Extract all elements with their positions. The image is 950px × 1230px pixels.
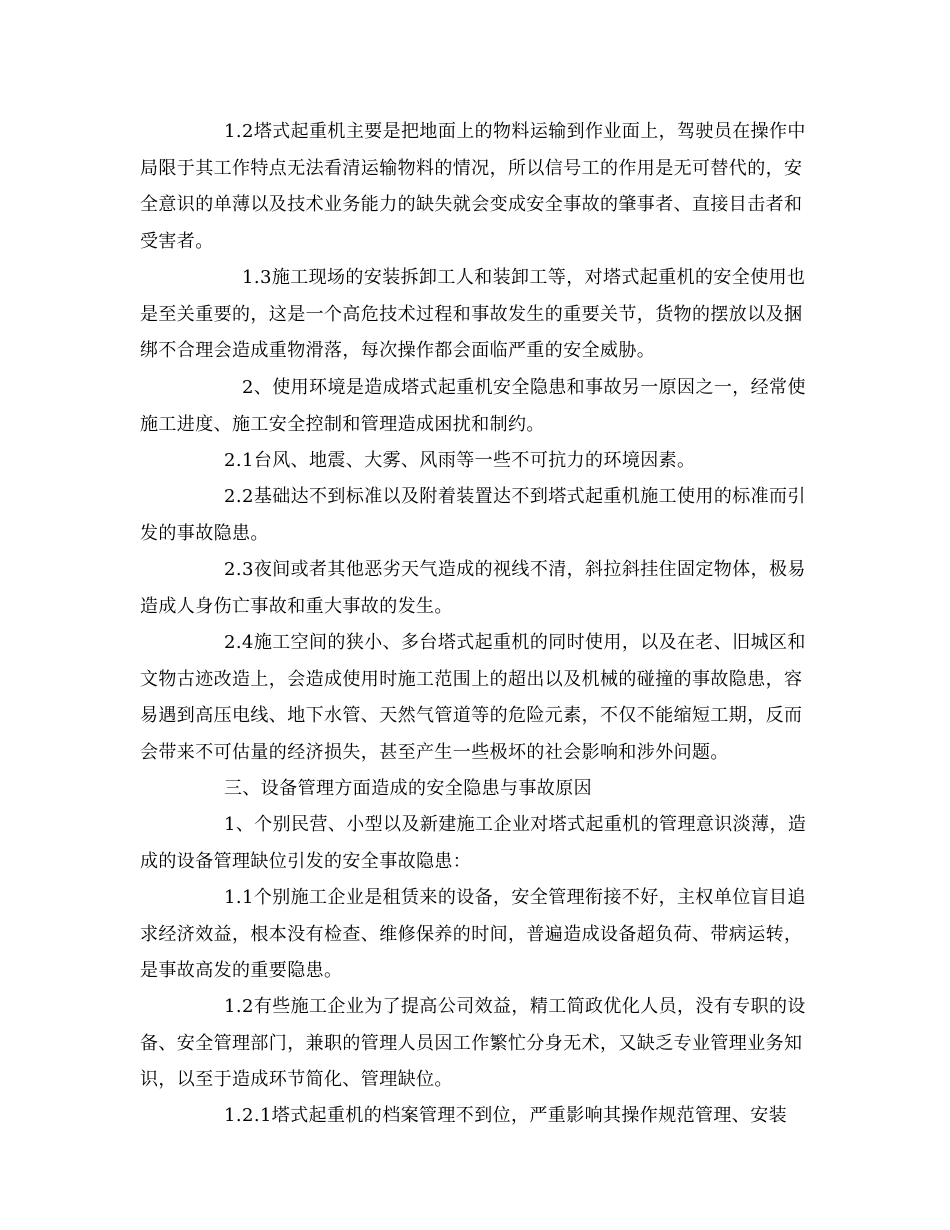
- paragraph-2-environment: 2、使用环境是造成塔式起重机安全隐患和事故另一原因之一，经常使施工进度、施工安全控制和管理造成困扰和制约。: [140, 377, 806, 435]
- paragraph-2-2-foundation: 2.2基础达不到标准以及附着装置达不到塔式起重机施工使用的标准而引发的事故隐患。: [140, 486, 806, 544]
- paragraph-1-2-1-archives: 1.2.1塔式起重机的档案管理不到位，严重影响其操作规范管理、安装: [224, 1105, 787, 1126]
- paragraph-1-management-awareness: 1、个别民营、小型以及新建施工企业对塔式起重机的管理意识淡薄，造成的设备管理缺位引发的安全事故隐患：: [140, 814, 807, 872]
- section-heading-3-equipment: 三、设备管理方面造成的安全隐患与事故原因: [224, 778, 592, 799]
- paragraph-2-4-space: 2.4施工空间的狭小、多台塔式起重机的同时使用，以及在老、旧城区和文物古迹改造上，会造成使用时施工范围上的超出以及机械的碰撞的事故隐患，容易遇到高压电线、地下水管、天然气管道等的危险元素，不仅不能缩短工期，反而会带来不可估量的经济损失，甚至产生一些极坏的社会影响和涉外问题。: [140, 632, 806, 763]
- paragraph-1-2-signalman: 1.2塔式起重机主要是把地面上的物料运输到作业面上，驾驶员在操作中局限于其工作特点无法看清运输物料的情况，所以信号工的作用是无可替代的，安全意识的单薄以及技术业务能力的缺失就会变成安全事故的肇事者、直接目击者和受害者。: [140, 121, 806, 252]
- paragraph-1-2-staffing: 1.2有些施工企业为了提高公司效益，精工简政优化人员，没有专职的设备、安全管理部门，兼职的管理人员因工作繁忙分身无术，又缺乏专业管理业务知识，以至于造成环节简化、管理缺位。: [140, 996, 806, 1090]
- paragraph-2-3-night: 2.3夜间或者其他恶劣天气造成的视线不清，斜拉斜挂住固定物体，极易造成人身伤亡事故和重大事故的发生。: [140, 559, 806, 617]
- paragraph-2-1-typhoon: 2.1台风、地震、大雾、风雨等一些不可抗力的环境因素。: [224, 450, 696, 471]
- paragraph-1-3-installers: 1.3施工现场的安装拆卸工人和装卸工等，对塔式起重机的安全使用也是至关重要的，这是一个高危技术过程和事故发生的重要关节，货物的摆放以及捆绑不合理会造成重物滑落，每次操作都会面临严重的安全威胁。: [140, 267, 806, 361]
- paragraph-1-1-leased-equipment: 1.1个别施工企业是租赁来的设备，安全管理衔接不好，主权单位盲目追求经济效益，根本没有检查、维修保养的时间，普遍造成设备超负荷、带病运转，是事故高发的重要隐患。: [140, 887, 806, 981]
